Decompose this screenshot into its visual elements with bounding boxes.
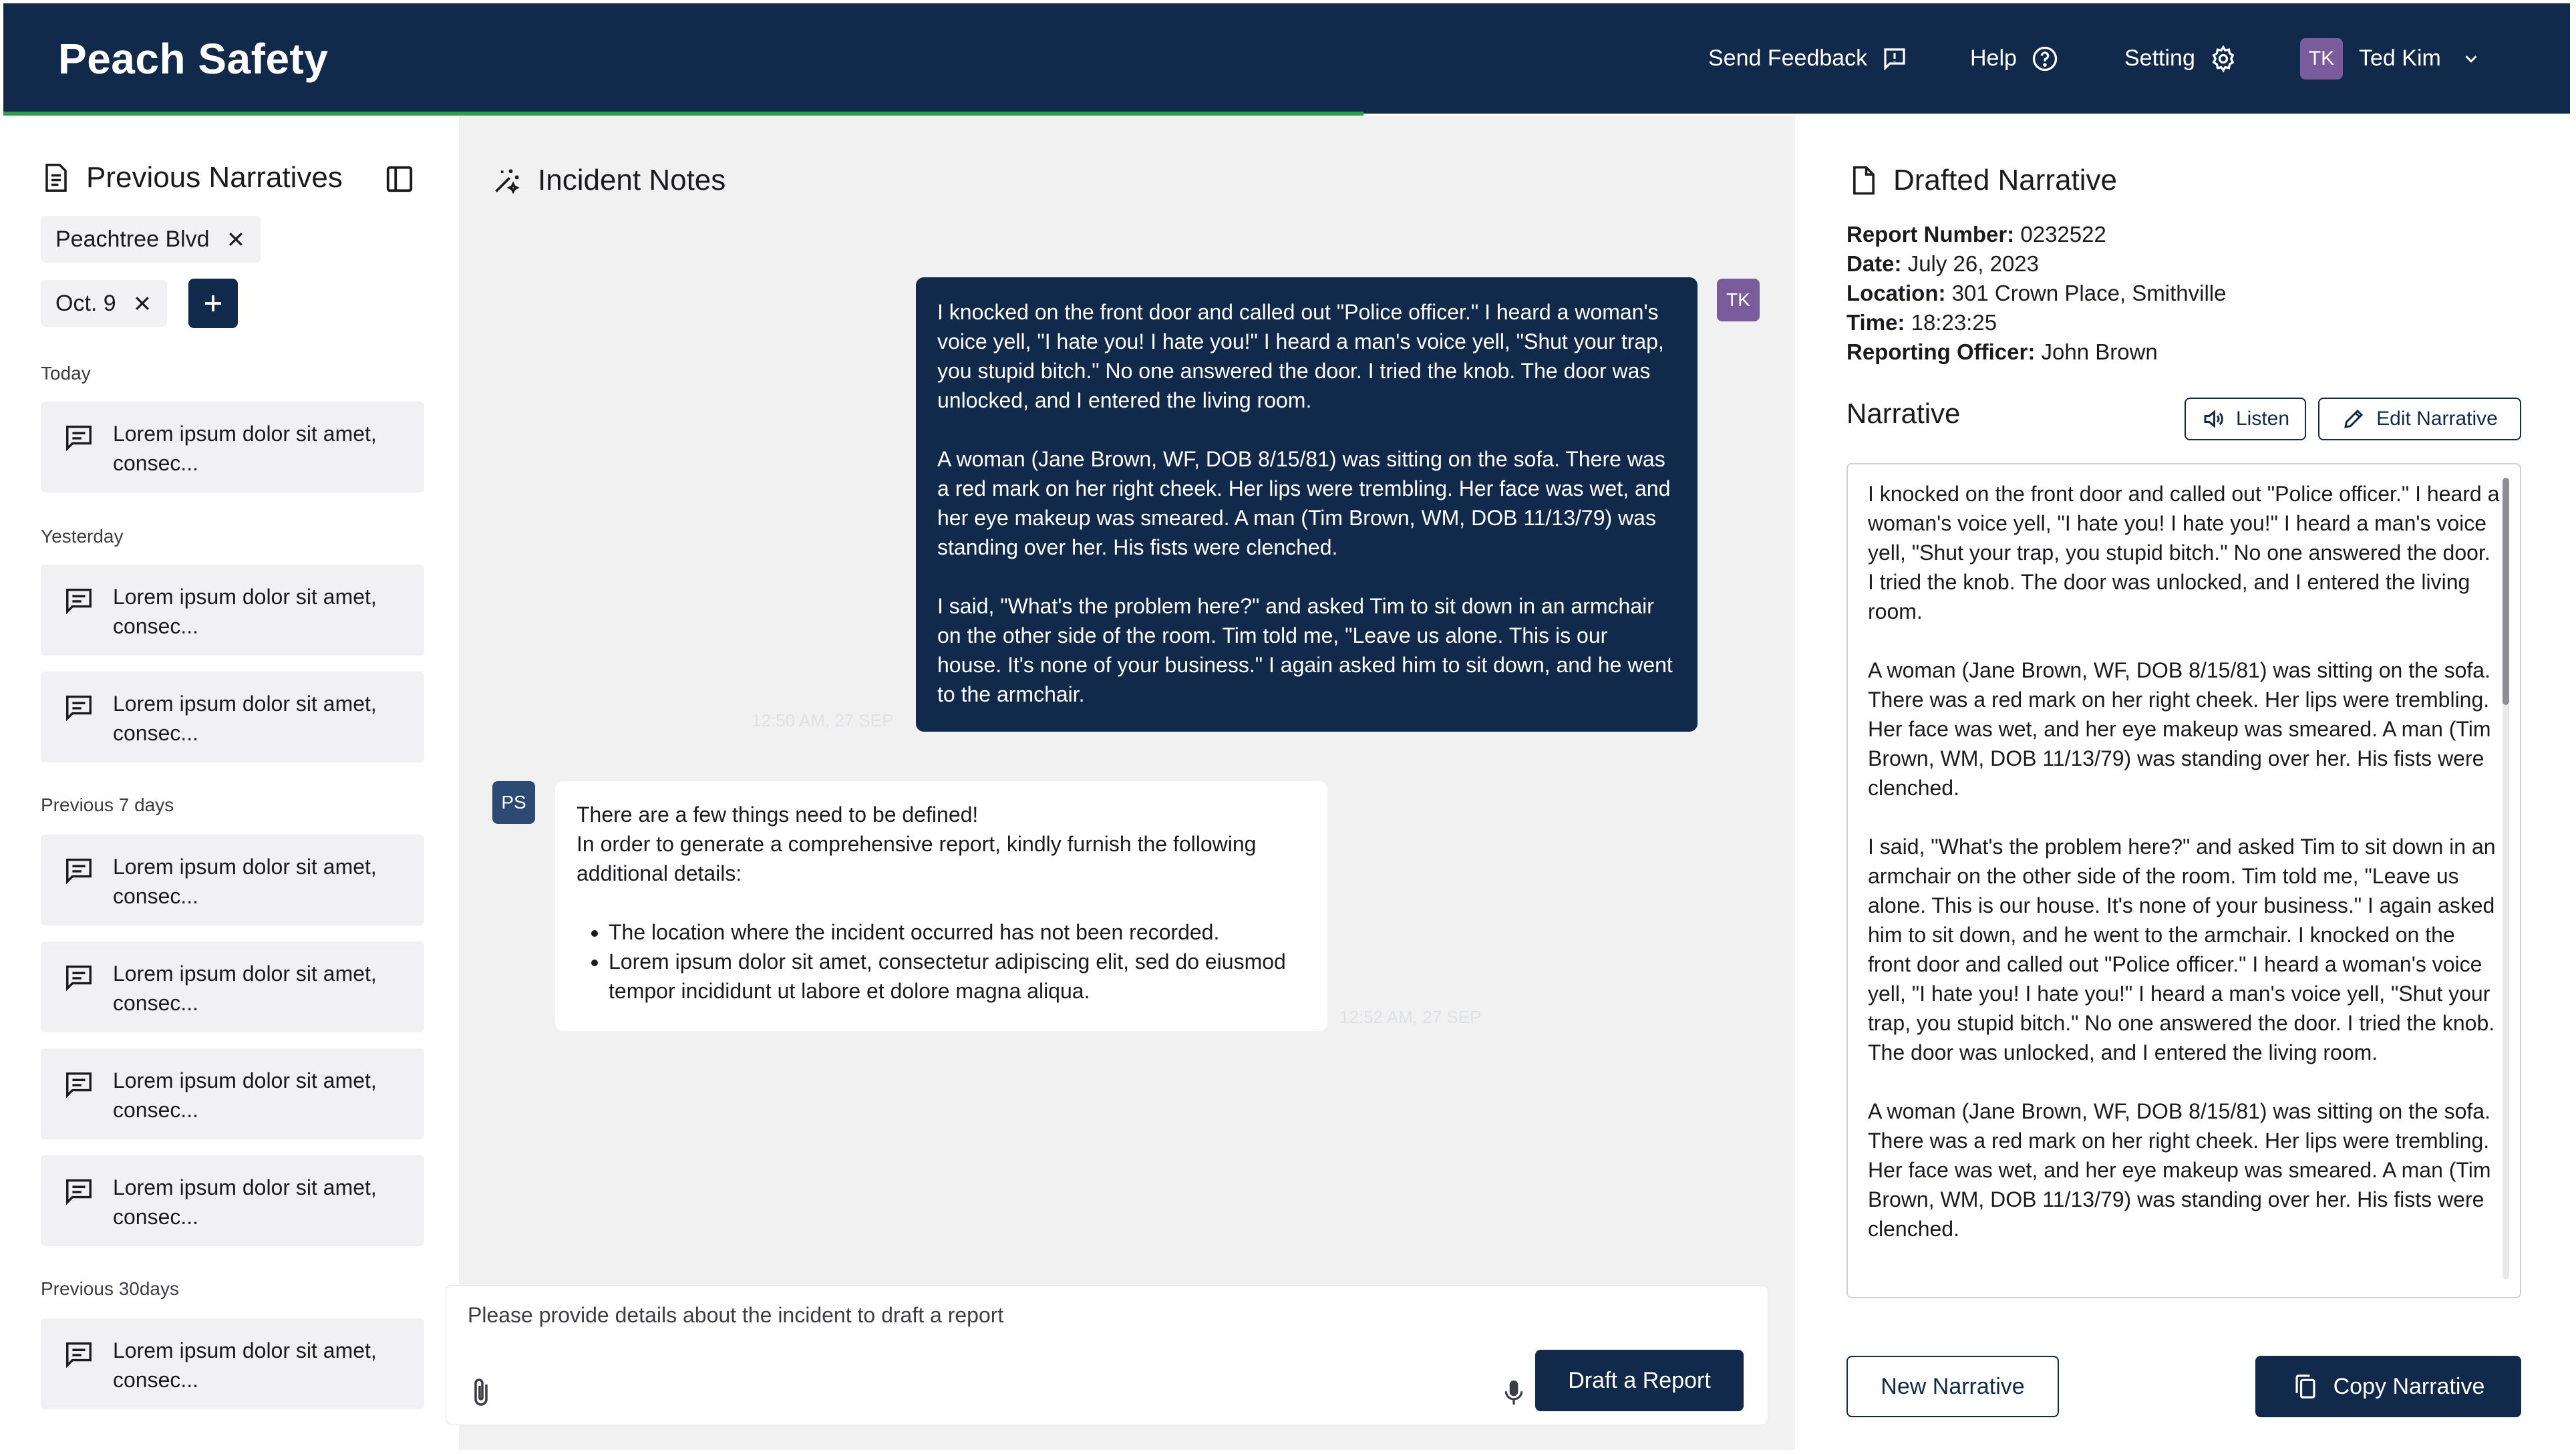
assistant-message-bubble: [555, 781, 1327, 1031]
assistant-message-timestamp: 12:52 AM, 27 SEP: [1339, 1007, 1482, 1027]
user-message-bubble: [916, 277, 1698, 732]
user-message-timestamp: 12:50 AM, 27 SEP: [752, 710, 894, 730]
copy-narrative-button[interactable]: [2255, 1356, 2521, 1417]
group-label-yesterday: Yesterday: [41, 526, 124, 547]
narrative-item-label: Lorem ipsum dolor sit amet, consec...: [113, 1175, 377, 1229]
app-logo: Peach Safety: [58, 35, 329, 83]
meta-value: 0232522: [2020, 222, 2106, 247]
message-icon: [63, 962, 94, 992]
filter-chip-label: Oct. 9: [55, 290, 116, 316]
listen-label: Listen: [2235, 408, 2290, 430]
scrollbar-thumb[interactable]: [2503, 478, 2509, 705]
narrative-list-item[interactable]: [41, 835, 424, 925]
narrative-list-item[interactable]: [41, 941, 424, 1032]
sparkle-wand-icon: [492, 166, 522, 195]
assistant-message-line: In order to generate a comprehensive report, kindly furnish the following additional details:: [577, 832, 1257, 885]
user-avatar: TK: [2300, 38, 2343, 80]
group-label-previous-30-days: Previous 30days: [41, 1278, 180, 1299]
message-icon: [63, 585, 94, 615]
send-feedback-label: Send Feedback: [1708, 45, 1868, 71]
narrative-list-item[interactable]: [41, 1318, 424, 1409]
meta-label: Time:: [1846, 310, 1905, 335]
time-row: [1846, 308, 2227, 337]
list-item: • The location where the incident occurred has not been recorded.: [609, 917, 1306, 947]
incident-details-input[interactable]: Please provide details about the incident to draft a report: [468, 1303, 1004, 1327]
incident-notes-label: Incident Notes: [538, 164, 726, 196]
close-icon[interactable]: [226, 229, 246, 249]
meta-value: 18:23:25: [1911, 310, 1997, 335]
message-icon: [63, 422, 94, 452]
incident-notes-title: [492, 164, 726, 197]
user-name: Ted Kim: [2359, 45, 2441, 71]
narrative-list-item[interactable]: [41, 402, 424, 492]
narrative-text-area[interactable]: [1846, 463, 2521, 1298]
meta-value: 301 Crown Place, Smithville: [1951, 281, 2227, 305]
message-icon: [63, 855, 94, 885]
narrative-item-label: Lorem ipsum dolor sit amet, consec...: [113, 585, 377, 638]
gear-icon: [2209, 44, 2238, 74]
message-icon: [63, 1175, 94, 1206]
narrative-item-label: Lorem ipsum dolor sit amet, consec...: [113, 1338, 377, 1392]
setting-button[interactable]: [2124, 3, 2238, 114]
user-avatar: TK: [1717, 279, 1760, 321]
message-icon: [63, 1338, 94, 1369]
drafted-narrative-label: Drafted Narrative: [1893, 164, 2118, 196]
narrative-list-item[interactable]: [41, 1155, 424, 1246]
microphone-icon[interactable]: [1502, 1378, 1526, 1407]
group-label-previous-7-days: Previous 7 days: [41, 794, 174, 815]
edit-narrative-button[interactable]: [2318, 398, 2521, 440]
copy-narrative-label: Copy Narrative: [2333, 1373, 2485, 1399]
document-icon: [1850, 165, 1877, 196]
previous-narratives-sidebar: [3, 116, 458, 1450]
chevron-down-icon: [2461, 49, 2481, 69]
narrative-item-label: Lorem ipsum dolor sit amet, consec...: [113, 692, 377, 745]
missing-details-list: [577, 917, 1306, 1006]
paperclip-icon[interactable]: [468, 1376, 494, 1409]
narrative-item-label: Lorem ipsum dolor sit amet, consec...: [113, 962, 377, 1015]
message-icon: [63, 692, 94, 722]
assistant-avatar: PS: [492, 781, 535, 824]
user-menu[interactable]: [2300, 3, 2481, 114]
narrative-paragraph: A woman (Jane Brown, WF, DOB 8/15/81) was sitting on the sofa. There was a red mark on her right cheek. Her lips were trembling. Her face was wet, and her eye makeup was smeared. A man (Tim Brown, WM, DOB 11/13/79) was standing over her. His fists were clenched.: [1868, 1099, 2491, 1241]
meta-label: Location:: [1846, 281, 1946, 305]
reporting-officer-row: [1846, 337, 2227, 367]
add-filter-button[interactable]: [188, 279, 238, 328]
edit-narrative-label: Edit Narrative: [2376, 408, 2498, 430]
narrative-item-label: Lorem ipsum dolor sit amet, consec...: [113, 422, 377, 475]
copy-icon: [2292, 1372, 2319, 1401]
drafted-narrative-title: [1850, 164, 2117, 197]
narrative-paragraph: I said, "What's the problem here?" and asked Tim to sit down in an armchair on the other side of the room. Tim told me, "Leave us alone. This is our house. It's none of your business." I again asked him to sit down, and he went to the armchair. I knocked on the front door and called out "Police officer." I heard a woman's voice yell, "I hate you! I hate you!" I heard a man's voice yell, "Shut your trap, you stupid bitch." No one answered the door. I tried the knob. The door was unlocked, and I entered the living room.: [1868, 835, 2496, 1064]
meta-value: July 26, 2023: [1907, 251, 2040, 276]
narrative-paragraph: I knocked on the front door and called out "Police officer." I heard a woman's voice yell, "I hate you! I hate you!" I heard a man's voice yell, "Shut your trap, you stupid bitch." No one answered the door. I tried the knob. The door was unlocked, and I entered the living room.: [1868, 482, 2500, 623]
app-header: [3, 3, 2570, 114]
date-row: [1846, 249, 2227, 279]
collapse-sidebar-icon[interactable]: [384, 164, 415, 194]
close-icon[interactable]: [132, 293, 152, 313]
feedback-icon: [1881, 45, 1909, 73]
draft-report-button[interactable]: Draft a Report: [1535, 1350, 1744, 1411]
message-paragraph: I knocked on the front door and called out "Police officer." I heard a woman's voice yell, "I hate you! I hate you!" I heard a man's voice yell, "Shut your trap, you stupid bitch." No one answered the door. I tried the knob. The door was unlocked, and I entered the living room.: [937, 300, 1664, 412]
sidebar-title: [42, 161, 343, 194]
speaker-icon: [2201, 407, 2225, 431]
help-label: Help: [1970, 45, 2017, 71]
narrative-scrollbar[interactable]: [2503, 478, 2509, 1280]
sidebar-title-label: Previous Narratives: [86, 161, 343, 194]
narrative-paragraph: A woman (Jane Brown, WF, DOB 8/15/81) was sitting on the sofa. There was a red mark on her right cheek. Her lips were trembling. Her face was wet, and her eye makeup was smeared. A man (Tim Brown, WM, DOB 11/13/79) was standing over her. His fists were clenched.: [1868, 658, 2491, 800]
help-icon: [2030, 44, 2060, 74]
new-narrative-button[interactable]: New Narrative: [1846, 1356, 2059, 1417]
plus-icon: [201, 291, 225, 315]
narrative-item-label: Lorem ipsum dolor sit amet, consec...: [113, 855, 377, 908]
filter-chip-label: Peachtree Blvd: [55, 226, 210, 252]
narrative-item-label: Lorem ipsum dolor sit amet, consec...: [113, 1068, 377, 1122]
group-label-today: Today: [41, 363, 91, 384]
message-icon: [63, 1068, 94, 1099]
assistant-message-line: There are a few things need to be defined!: [577, 803, 979, 827]
meta-label: Reporting Officer:: [1846, 339, 2036, 364]
meta-label: Date:: [1846, 251, 1902, 276]
location-row: [1846, 279, 2227, 308]
narrative-section-label: Narrative: [1846, 398, 1961, 429]
meta-value: John Brown: [2041, 339, 2158, 364]
narrative-list-item[interactable]: [41, 565, 424, 656]
listen-button[interactable]: [2185, 398, 2306, 440]
pencil-icon: [2342, 407, 2366, 431]
incident-notes-panel: [459, 116, 1795, 1450]
message-paragraph: I said, "What's the problem here?" and asked Tim to sit down in an armchair on the other side of the room. Tim told me, "Leave us alone. This is our house. It's none of your business." I again asked him to sit down, and he went to the armchair.: [937, 594, 1673, 706]
list-item: • Lorem ipsum dolor sit amet, consectetur adipiscing elit, sed do eiusmod tempor incididunt ut labore et dolore magna aliqua.: [609, 947, 1306, 1006]
document-list-icon: [42, 162, 70, 193]
narrative-list-item[interactable]: [41, 1048, 424, 1139]
narrative-list-item[interactable]: [41, 672, 424, 762]
send-feedback-button[interactable]: [1708, 3, 1909, 114]
drafted-narrative-panel: [1797, 116, 2572, 1450]
setting-label: Setting: [2124, 45, 2195, 71]
message-composer: [446, 1285, 1768, 1425]
meta-label: Report Number:: [1846, 222, 2015, 247]
filter-chip-date: [41, 280, 167, 327]
help-button[interactable]: [1970, 3, 2060, 114]
filter-chip-location: [41, 216, 261, 263]
message-paragraph: A woman (Jane Brown, WF, DOB 8/15/81) was sitting on the sofa. There was a red mark on her right cheek. Her lips were trembling. Her face was wet, and her eye makeup was smeared. A man (Tim Brown, WM, DOB 11/13/79) was standing over her. His fists were clenched.: [937, 447, 1671, 559]
report-metadata: [1846, 220, 2227, 367]
report-number-row: [1846, 220, 2227, 249]
